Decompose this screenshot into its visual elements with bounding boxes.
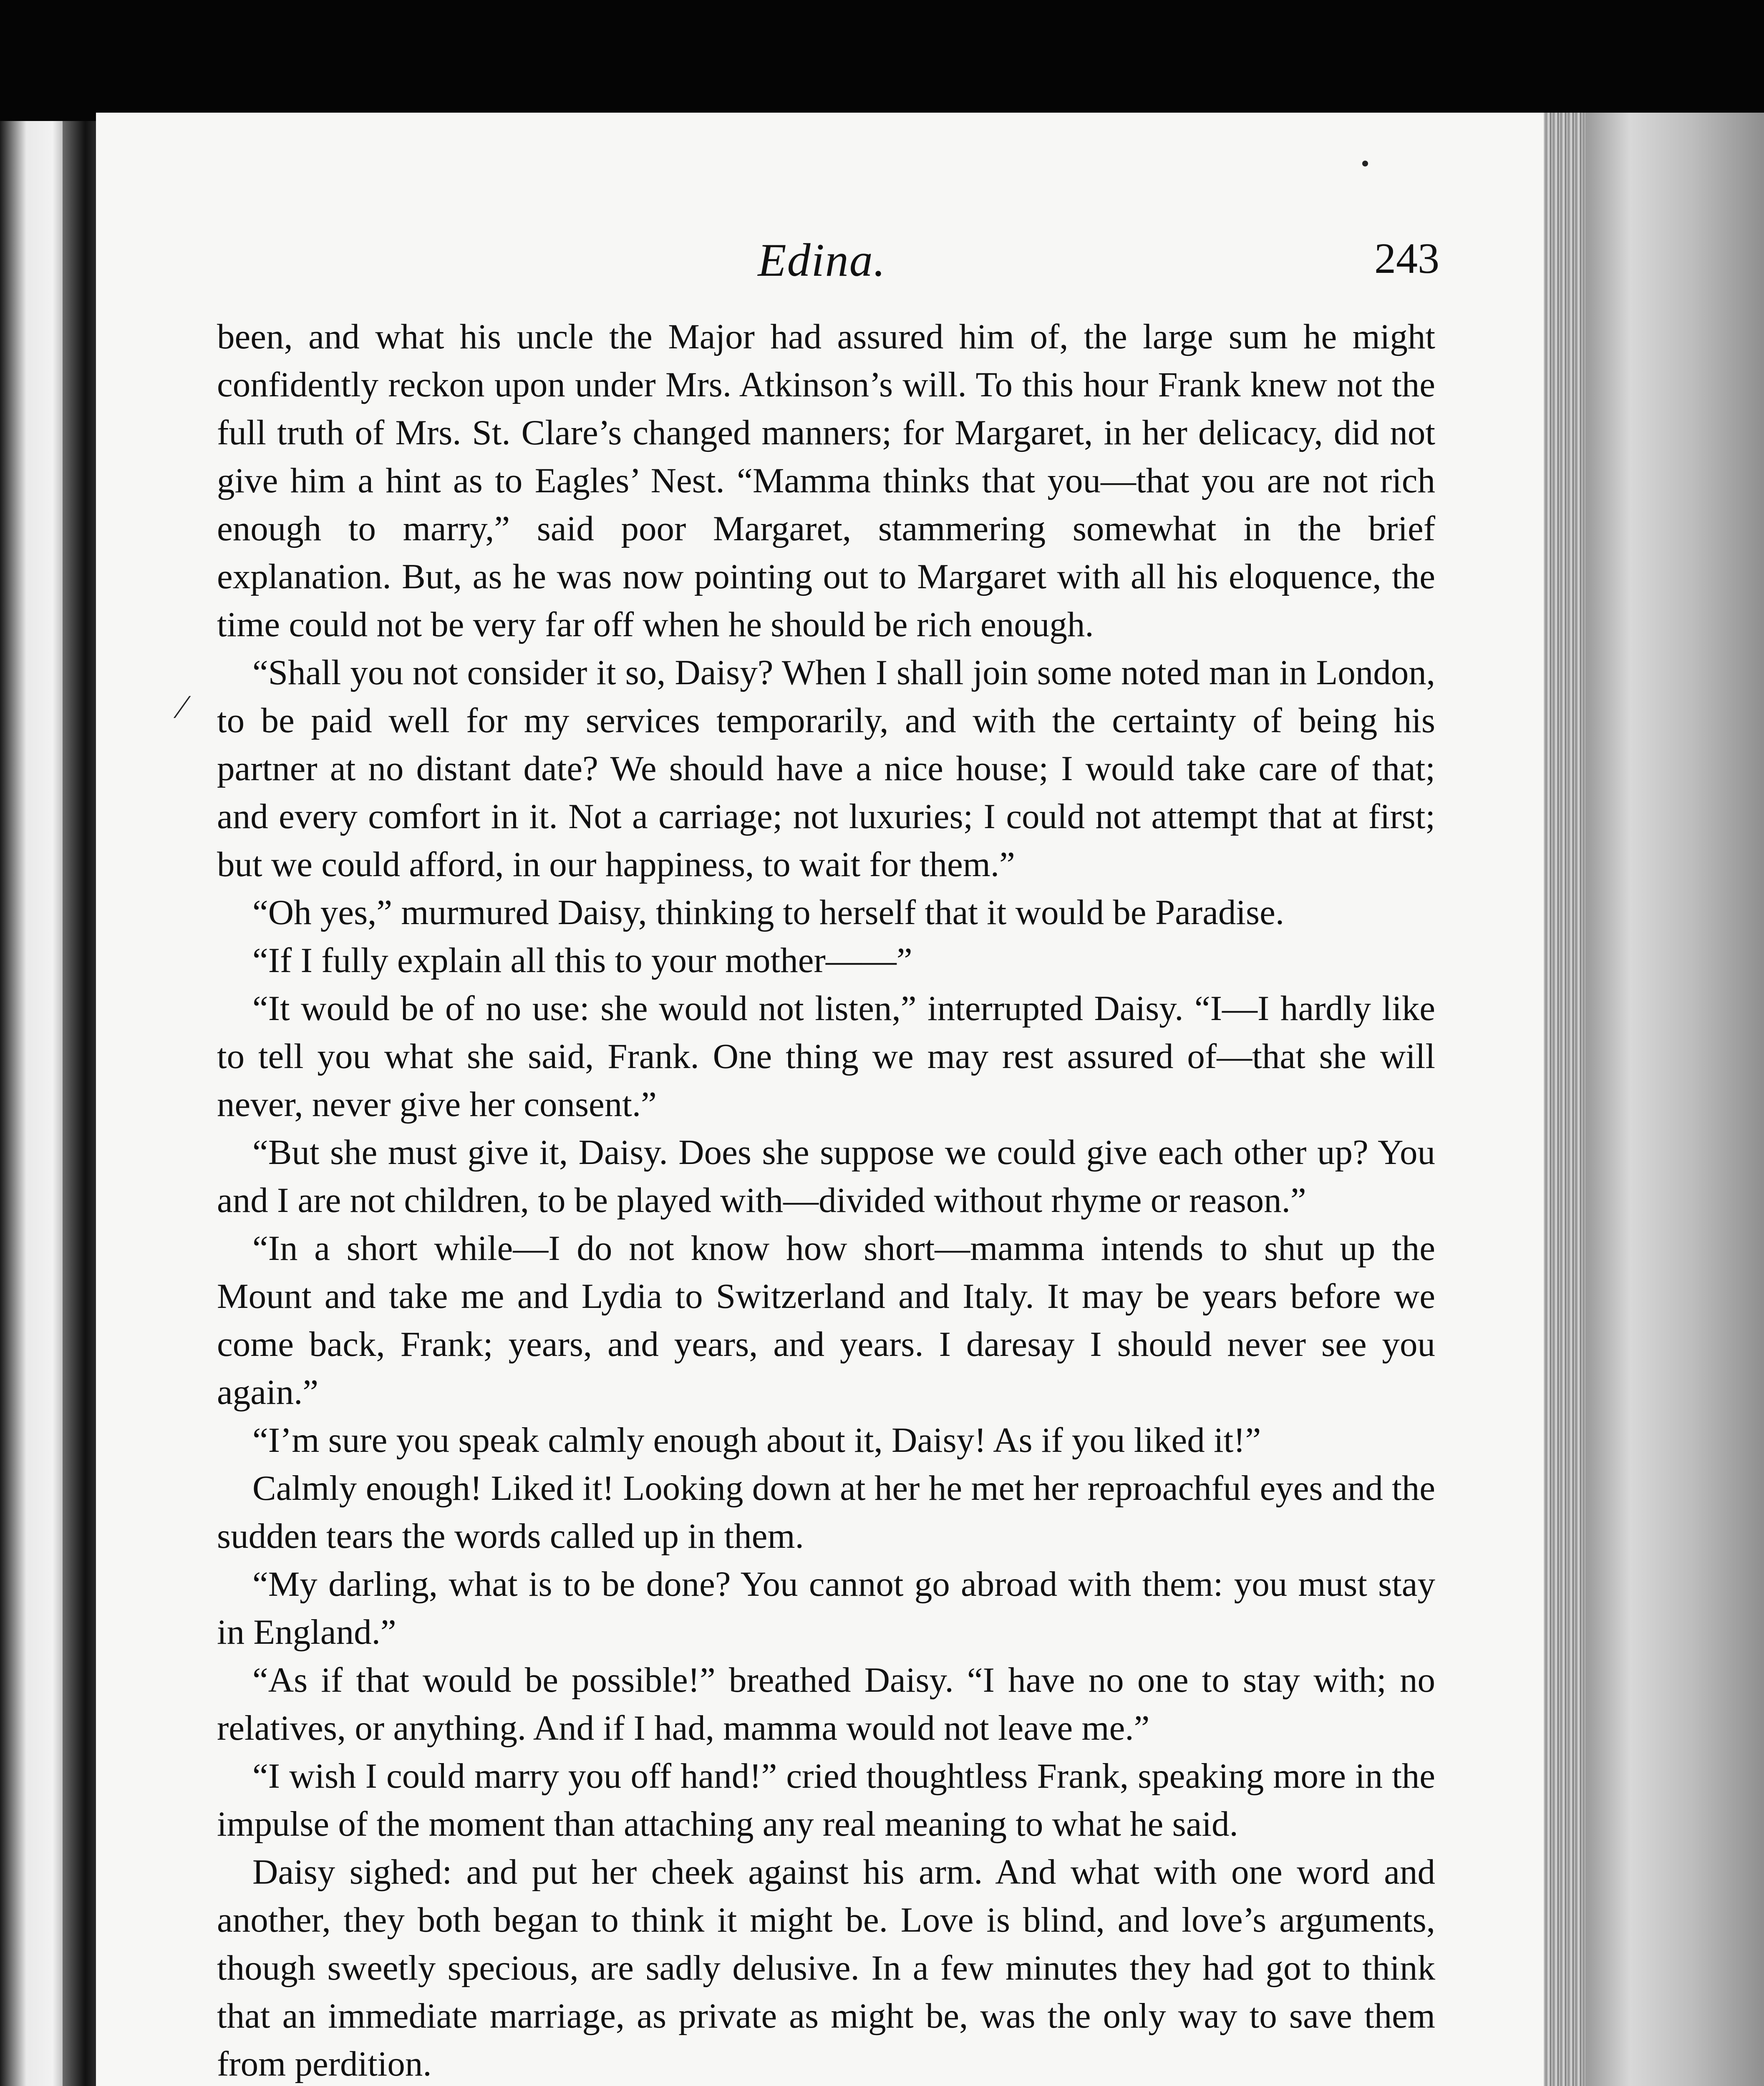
paragraph: “I’m sure you speak calmly enough about it, Daisy! As if you liked it!” (252, 1421, 1261, 1460)
paragraph: “As if that would be possible!” breathed Daisy. “I have no one to stay with; no relatives, or anything. And if I had, mamma would not leave me.” (217, 1660, 1435, 1748)
paragraph: “In a short while—I do not know how short—mamma intends to shut up the Mount and take me and Lydia to Switzerland and Italy. It may be years before we come back, Frank; years, and years, and years. I daresay I should never see you again.” (217, 1229, 1435, 1412)
paragraph: been, and what his uncle the Major had assured him of, the large sum he might confidently reckon upon under Mrs. Atkinson’s will. To this hour Frank knew not the full truth of Mrs. St. Clare’s changed manners; for Margaret, in her delicacy, did not give him a hint as to Eagles’ Nest. “Mamma thinks that you—that you are not rich enough to marry,” said poor Margaret, stammering somewhat in the brief explanation. But, as he was now pointing out to Margaret with all his eloquence, the time could not be very far off when he should be rich enough. (217, 317, 1435, 644)
page-number: 243 (1374, 234, 1439, 282)
margin-mark: ⁄ (179, 689, 185, 726)
right-page-stack (1585, 113, 1764, 2086)
page-edges (1544, 113, 1585, 2086)
paragraph: “But she must give it, Daisy. Does she suppose we could give each other up? You and I are not children, to be played with—divided without rhyme or reason.” (217, 1133, 1435, 1220)
paragraph: “If I fully explain all this to your mother——” (252, 941, 912, 980)
speck (1362, 161, 1368, 166)
paragraph: “Shall you not consider it so, Daisy? When I shall join some noted man in London, to be paid well for my services temporarily, and with the certainty of being his partner at no distant date? We should have a nice house; I would take care of that; and every comfort in it. Not a carriage; not luxuries; I could not attempt that at first; but we could afford, in our happiness, to wait for them.” (217, 653, 1435, 884)
paragraph: Calmly enough! Liked it! Looking down at her he met her reproachful eyes and the sudden tears the words called up in them. (217, 1469, 1435, 1556)
paragraph: Daisy sighed: and put her cheek against his arm. And what with one word and another, they both began to think it might be. Love is blind, and love’s arguments, though sweetly specious, are sadly delusive. In a few minutes they had got to think that an immediate marriage, as private as might be, was the only way to save them from perdition. (217, 1852, 1435, 2083)
paragraph: “I wish I could marry you off hand!” cried thoughtless Frank, speaking more in the impulse of the moment than attaching any real meaning to what he said. (217, 1756, 1435, 1844)
paragraph: “It would be of no use: she would not listen,” interrupted Daisy. “I—I hardly like to tell you what she said, Frank. One thing we may rest assured of—that she will never, never give her consent.” (217, 989, 1435, 1124)
paragraph: “Oh yes,” murmured Daisy, thinking to herself that it would be Paradise. (252, 893, 1285, 932)
book-gutter (63, 121, 100, 2086)
running-head: Edina. (758, 234, 886, 286)
body-text (217, 313, 1435, 2086)
paragraph: “My darling, what is to be done? You cannot go abroad with them: you must stay in England.” (217, 1564, 1435, 1652)
